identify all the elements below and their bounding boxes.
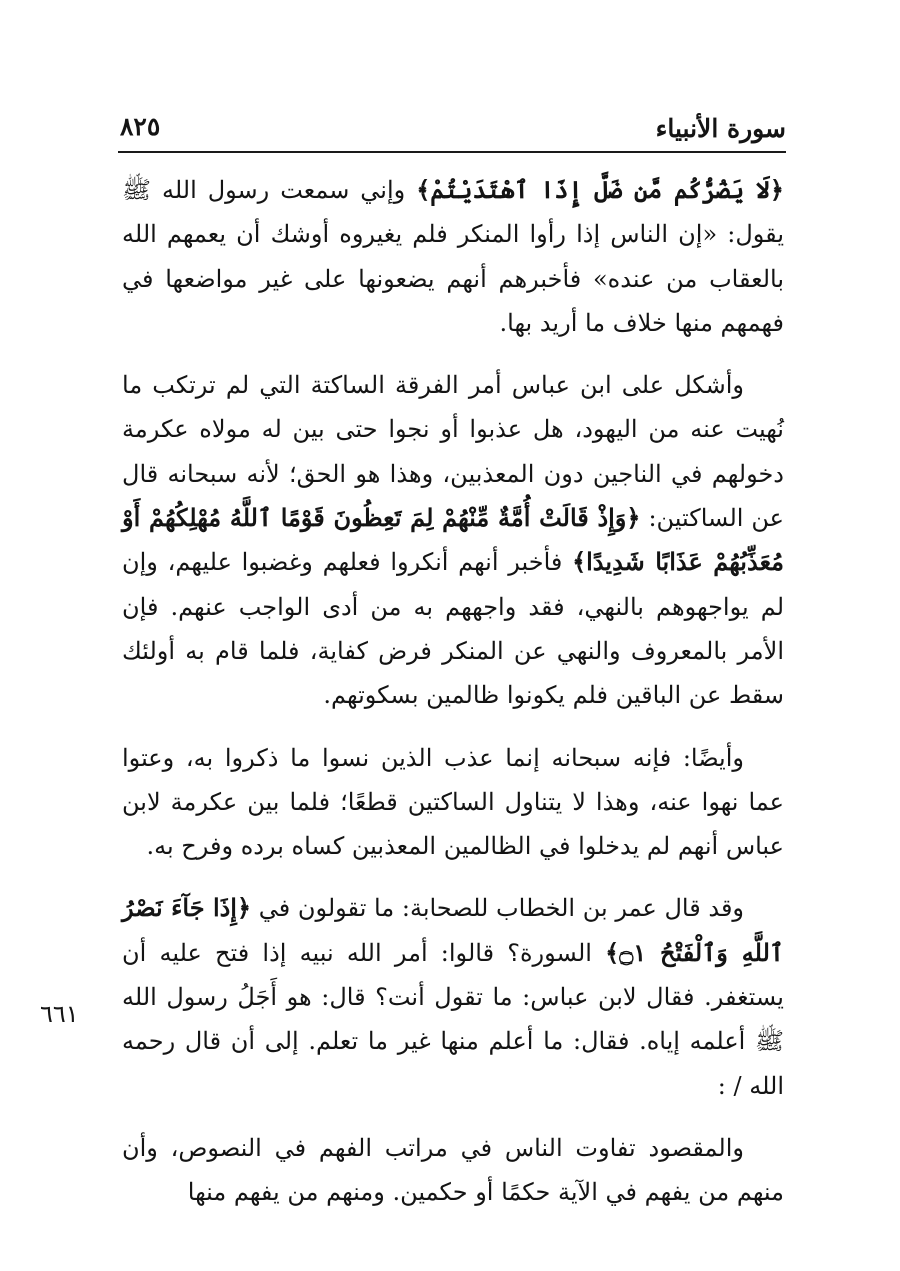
text-segment: وأشكل على ابن عباس أمر الفرقة الساكتة التي لم ترتكب ما نُهيت عنه من اليهود، هل عذبوا أو نجوا حتى بين له مولاه عكرمة دخولهم في الناجين دون المعذبين، وهذا هو الحق؛ لأنه سبحانه قال عن الساكتين: xyxy=(122,371,784,533)
paragraph xyxy=(122,736,784,869)
header-rule xyxy=(118,151,786,153)
text-segment: وقد قال عمر بن الخطاب للصحابة: ما تقولون في xyxy=(251,894,745,923)
margin-page-number: ٦٦١ xyxy=(40,1000,79,1028)
text-segment: السورة؟ قالوا: أمر الله نبيه إذا فتح عليه أن يستغفر. فقال لابن عباس: ما تقول أنت؟ قال: هو أَجَلُ رسول الله ﷺ أعلمه إياه. فقال: ما أعلم منها غير ما تعلم. إلى أن قال رحمه الله / : xyxy=(122,938,784,1100)
text-segment: وإني سمعت رسول الله ﷺ يقول: «إن الناس إذا رأوا المنكر فلم يغيروه أوشك أن يعمهم الله بالعقاب من عنده» فأخبرهم أنهم يضعونها على غير مواضعها في فهمهم منها خلاف ما أريد بها. xyxy=(122,176,784,337)
page-header xyxy=(118,108,786,150)
paragraph xyxy=(122,168,784,345)
text-segment: والمقصود تفاوت الناس في مراتب الفهم في النصوص، وأن منهم من يفهم في الآية حكمًا أو حكمين. ومنهم من يفهم منها xyxy=(122,1133,784,1207)
text-segment: فأخبر أنهم أنكروا فعلهم وغضبوا عليهم، وإن لم يواجهوهم بالنهي، فقد واجههم به من أدى الواجب عنهم. فإن الأمر بالمعروف والنهي عن المنكر فرض كفاية، فلما قام به أولئك سقط عن الباقين فلم يكونوا ظالمين بسكوتهم. xyxy=(122,548,784,710)
quran-verse: ﴿وَإِذْ قَالَتْ أُمَّةٌ مِّنْهُمْ لِمَ تَعِظُونَ قَوْمًا ٱللَّهُ مُهْلِكُهُمْ أَوْ مُعَذِّبُهُمْ عَذَابًا شَدِيدًا﴾ xyxy=(122,503,785,577)
running-title: سورة الأنبياء xyxy=(655,114,786,143)
quran-verse: ﴿لَا يَضُرُّكُم مَّن ضَلَّ إِذَا ٱهْتَدَيْتُمْ﴾ xyxy=(416,175,784,204)
body-text xyxy=(122,168,784,1233)
paragraph xyxy=(122,363,784,717)
quran-verse: ﴿إِذَا جَآءَ نَصْرُ ٱللَّهِ وَٱلْفَتْحُ ۝١﴾ xyxy=(122,893,784,967)
page-number: ٨٢٥ xyxy=(120,112,161,141)
text-segment: وأيضًا: فإنه سبحانه إنما عذب الذين نسوا ما ذكروا به، وعتوا عما نهوا عنه، وهذا لا يتناول الساكتين قطعًا؛ فلما بين عكرمة لابن عباس أنهم لم يدخلوا في الظالمين المعذبين كساه برده وفرح به. xyxy=(122,743,784,861)
paragraph xyxy=(122,1126,784,1215)
paragraph xyxy=(122,886,784,1107)
